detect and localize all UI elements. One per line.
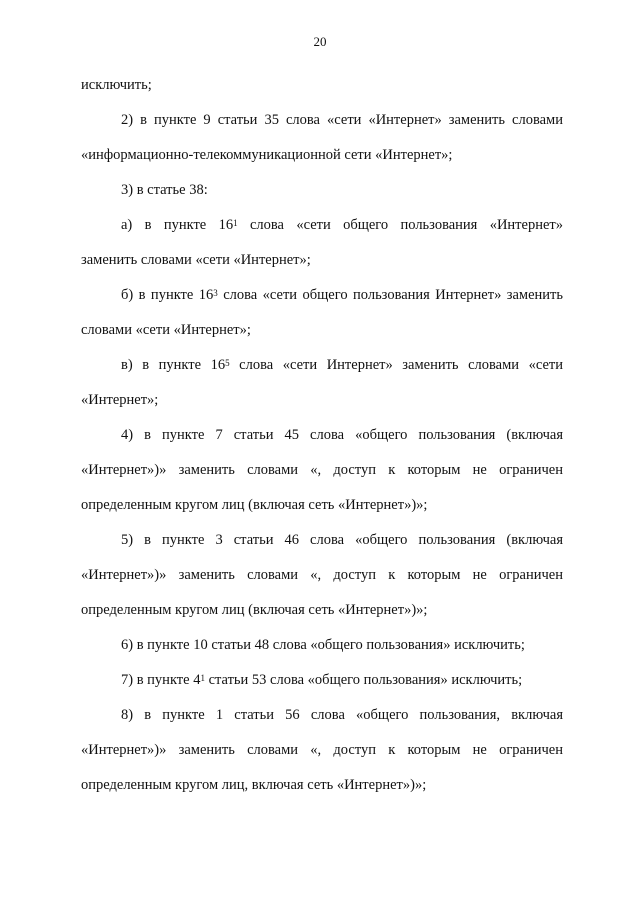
- text-segment: словами «сети «Интернет»;: [81, 322, 251, 338]
- text-segment: определенным кругом лиц (включая сеть «Интернет»)»;: [81, 497, 428, 513]
- paragraph: [81, 628, 563, 663]
- text-line: [81, 733, 563, 768]
- text-line: [81, 628, 563, 663]
- text-segment: определенным кругом лиц (включая сеть «Интернет»)»;: [81, 602, 428, 618]
- text-line: [81, 173, 563, 208]
- document-body: [81, 68, 563, 803]
- text-line: [81, 68, 563, 103]
- text-line: [81, 243, 563, 278]
- paragraph: [81, 173, 563, 208]
- text-line: [81, 208, 563, 243]
- paragraph: [81, 523, 563, 628]
- text-line: [81, 313, 563, 348]
- text-segment: в) в пункте 16: [121, 357, 226, 373]
- text-segment: 7) в пункте 4: [121, 672, 201, 688]
- text-segment: «информационно-телекоммуникационной сети «Интернет»;: [81, 147, 453, 163]
- text-segment: 2) в пункте 9 статьи 35 слова «сети «Интернет» заменить словами: [121, 112, 563, 128]
- text-line: [81, 138, 563, 173]
- text-segment: «Интернет»)» заменить словами «, доступ к которым не ограничен: [81, 742, 563, 758]
- text-segment: 3) в статье 38:: [121, 182, 208, 198]
- paragraph: [81, 698, 563, 803]
- text-line: [81, 523, 563, 558]
- text-segment: статьи 53 слова «общего пользования» исключить;: [204, 672, 523, 688]
- text-segment: 8) в пункте 1 статьи 56 слова «общего пользования, включая: [121, 707, 563, 723]
- text-line: [81, 453, 563, 488]
- text-segment: исключить;: [81, 77, 152, 93]
- paragraph: [81, 103, 563, 173]
- paragraph: [81, 68, 563, 103]
- superscript: 1: [233, 218, 238, 228]
- superscript: 1: [200, 673, 205, 683]
- text-line: [81, 348, 563, 383]
- text-segment: слова «сети общего пользования «Интернет»: [237, 217, 563, 233]
- text-segment: «Интернет»)» заменить словами «, доступ к которым не ограничен: [81, 462, 563, 478]
- superscript: 3: [213, 288, 218, 298]
- text-line: [81, 103, 563, 138]
- text-line: [81, 593, 563, 628]
- text-line: [81, 418, 563, 453]
- text-line: [81, 383, 563, 418]
- text-line: [81, 278, 563, 313]
- paragraph: [81, 663, 563, 698]
- page-number: 20: [313, 34, 327, 49]
- text-segment: «Интернет»;: [81, 392, 159, 408]
- superscript: 5: [225, 358, 230, 368]
- paragraph: [81, 208, 563, 278]
- text-segment: слова «сети общего пользования Интернет» заменить: [217, 287, 564, 303]
- text-segment: заменить словами «сети «Интернет»;: [81, 252, 311, 268]
- text-segment: определенным кругом лиц, включая сеть «Интернет»)»;: [81, 777, 427, 793]
- text-line: [81, 558, 563, 593]
- text-line: [81, 663, 563, 698]
- text-segment: слова «сети Интернет» заменить словами «сети: [229, 357, 564, 373]
- text-segment: «Интернет»)» заменить словами «, доступ к которым не ограничен: [81, 567, 563, 583]
- paragraph: [81, 278, 563, 348]
- text-line: [81, 768, 563, 803]
- text-line: [81, 488, 563, 523]
- text-segment: 6) в пункте 10 статьи 48 слова «общего пользования» исключить;: [121, 637, 525, 653]
- text-segment: 5) в пункте 3 статьи 46 слова «общего пользования (включая: [121, 532, 563, 548]
- text-segment: 4) в пункте 7 статьи 45 слова «общего пользования (включая: [121, 427, 563, 443]
- text-segment: а) в пункте 16: [121, 217, 234, 233]
- text-line: [81, 698, 563, 733]
- paragraph: [81, 348, 563, 418]
- paragraph: [81, 418, 563, 523]
- text-segment: б) в пункте 16: [121, 287, 214, 303]
